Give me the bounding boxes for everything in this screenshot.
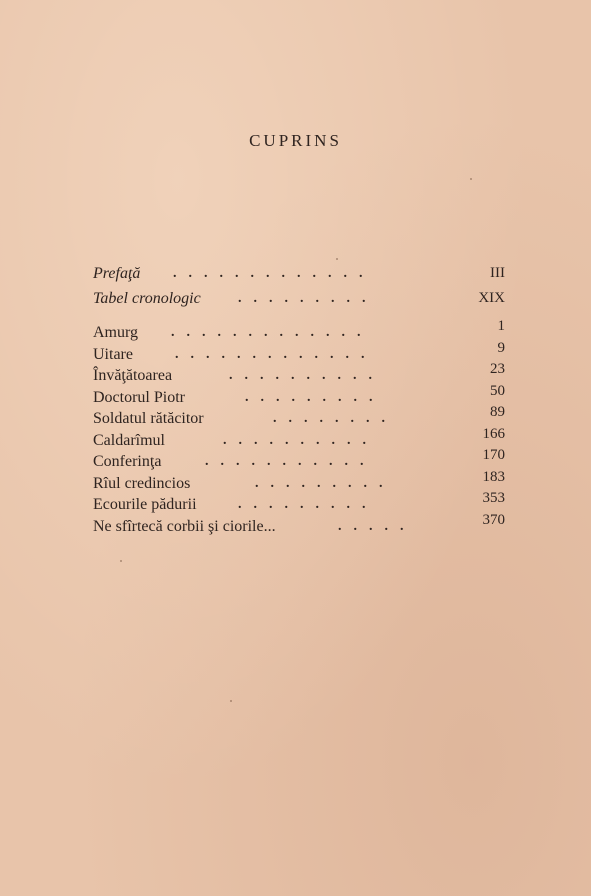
paper-speck [120,560,122,562]
toc-entry [93,425,505,452]
toc-entry-page: III [490,265,505,281]
front-matter-list [93,261,505,311]
dot-leader: .......... [229,368,384,383]
toc-entry-title: Soldatul rătăcitor [93,410,204,427]
toc-entry-page: XIX [478,290,505,306]
toc-entry-title: Prefaţă [93,265,141,282]
toc-entry [93,490,505,516]
toc-entry [93,286,505,311]
toc-entry [93,318,505,344]
paper-speck [470,178,472,180]
dot-leader: ............. [173,266,375,281]
toc-entry [93,339,505,366]
dot-leader: .......... [223,432,378,448]
toc-entry-page: 370 [482,511,505,528]
toc-entry [93,261,505,286]
dot-leader: ............. [171,325,373,340]
toc-entry-page: 170 [482,447,505,463]
toc-entry-page: 353 [482,490,505,506]
toc-entry-title: Caldarîmul [93,431,165,449]
toc-entry [93,382,505,409]
dot-leader: ......... [238,291,378,306]
toc-entry-page: 89 [490,404,505,420]
paper-speck [336,258,338,260]
dot-leader: ......... [238,497,378,512]
toc-entry-title: Amurg [93,324,139,341]
dot-leader: ........ [273,411,397,426]
page-title: CUPRINS [249,131,342,150]
toc-entry-page: 9 [497,339,505,356]
toc-entry [93,511,505,538]
toc-entry-page: 183 [482,468,505,485]
toc-entry-title: Conferinţa [93,453,162,470]
toc-entry-title: Doctorul Piotr [93,388,185,406]
paper-speck [230,700,232,702]
toc-entry-page: 23 [490,361,505,377]
dot-leader: ........... [205,454,376,469]
toc-entry-page: 166 [482,425,505,442]
dot-leader: ......... [255,475,395,491]
toc-entry [93,468,505,495]
toc-entry [93,404,505,430]
toc-entry-page: 1 [497,318,505,334]
toc-entry [93,361,505,387]
dot-leader: ............. [175,346,377,362]
toc-entry-title: Învăţătoarea [93,367,173,384]
toc-entry-title: Tabel cronologic [93,290,201,307]
contents-list [93,318,505,537]
dot-leader: ..... [338,518,416,534]
toc-entry-page: 50 [490,382,505,399]
toc-entry-title: Rîul credincios [93,474,191,492]
toc-entry-title: Ecourile pădurii [93,496,197,513]
toc-entry [93,447,505,473]
toc-entry-title: Ne sfîrtecă corbii şi ciorile... [93,517,276,535]
toc-entry-title: Uitare [93,345,133,363]
dot-leader: ......... [245,389,385,405]
